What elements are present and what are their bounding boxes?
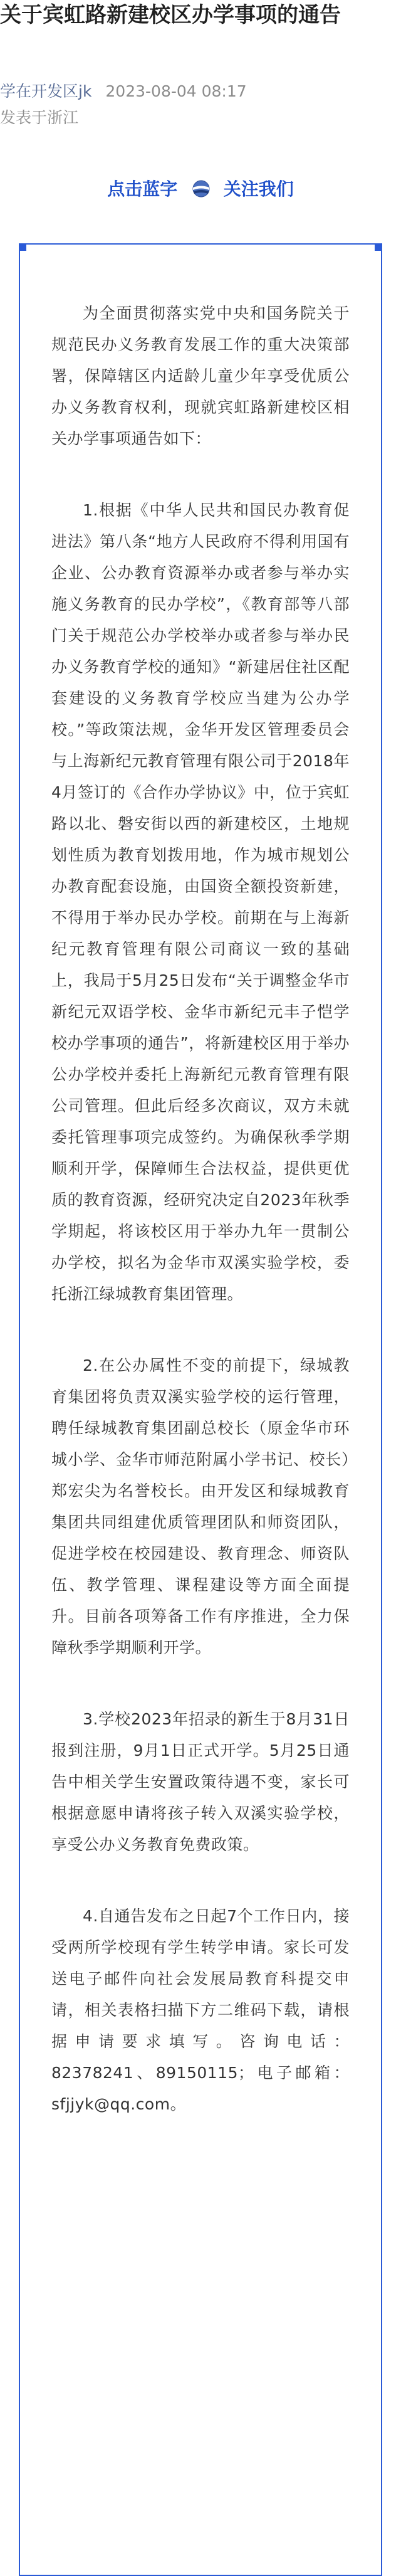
paragraph-2: 2.在公办属性不变的前提下，绿城教育集团将负责双溪实验学校的运行管理，聘任绿城教育集团副总校长（原金华市环城小学、金华市师范附属小学书记、校长）郑宏尖为名誉校长。由开发区和绿城教育集团共同组建优质管理团队和师资团队，促进学校在校园建设、教育理念、师资队伍、教学管理、课程建设等方面全面提升。目前各项筹备工作有序推进，全力保障秋季学期顺利开学。 (51, 1356, 350, 1657)
follow-us-text: 关注我们 (223, 179, 294, 199)
globe-icon (192, 180, 210, 198)
paragraph-intro: 为全面贯彻落实党中央和国务院关于规范民办义务教育发展工作的重大决策部署，保障辖区内适龄儿童少年享受优质公办义务教育权利，现就宾虹路新建校区相关办学事项通告如下： (51, 304, 350, 448)
frame-corner-right (375, 243, 382, 251)
article-body (51, 298, 350, 2160)
article-meta (0, 82, 247, 102)
follow-click-text: 点击蓝字 (107, 179, 178, 199)
paragraph-4: 4.自通告发布之日起7个工作日内，接受两所学校现有学生转学申请。家长可发送电子邮件向社会发展局教育科提交申请，相关表格扫描下方二维码下载，请根据申请要求填写。咨询电话：82378241、89150115；电子邮箱：sfjjyk@qq.com。 (51, 1907, 350, 2113)
paragraph-3: 3.学校2023年招录的新生于8月31日报到注册，9月1日正式开学。5月25日通告中相关学生安置政策待遇不变，家长可根据意愿申请将孩子转入双溪实验学校，享受公办义务教育免费政策。 (51, 1710, 350, 1854)
publish-date: 2023-08-04 08:17 (105, 82, 247, 100)
publish-location: 发表于浙江 (0, 108, 79, 127)
frame-corner-left (19, 243, 26, 251)
follow-banner[interactable] (0, 177, 401, 202)
paragraph-1: 1.根据《中华人民共和国民办教育促进法》第八条“地方人民政府不得利用国有企业、公办教育资源举办或者参与举办实施义务教育的民办学校”，《教育部等八部门关于规范公办学校举办或者参与举办民办义务教育学校的通知》“新建居住社区配套建设的义务教育学校应当建为公办学校。”等政策法规，金华开发区管理委员会与上海新纪元教育管理有限公司于2018年4月签订的《合作办学协议》中，位于宾虹路以北、磐安街以西的新建校区，土地规划性质为教育划拨用地，作为城市规划公办教育配套设施，由国资全额投资新建，不得用于举办民办学校。前期在与上海新纪元教育管理有限公司商议一致的基础上，我局于5月25日发布“关于调整金华市新纪元双语学校、金华市新纪元丰子恺学校办学事项的通告”，将新建校区用于举办公办学校并委托上海新纪元教育管理有限公司管理。但此后经多次商议，双方未就委托管理事项完成签约。为确保秋季学期顺利开学，保障师生合法权益，提供更优质的教育资源，经研究决定自2023年秋季学期起，将该校区用于举办九年一贯制公办学校，拟名为金华市双溪实验学校，委托浙江绿城教育集团管理。 (51, 501, 350, 1303)
article-title: 关于宾虹路新建校区办学事项的通告 (0, 3, 341, 28)
author-link[interactable]: 学在开发区jk (0, 82, 92, 100)
